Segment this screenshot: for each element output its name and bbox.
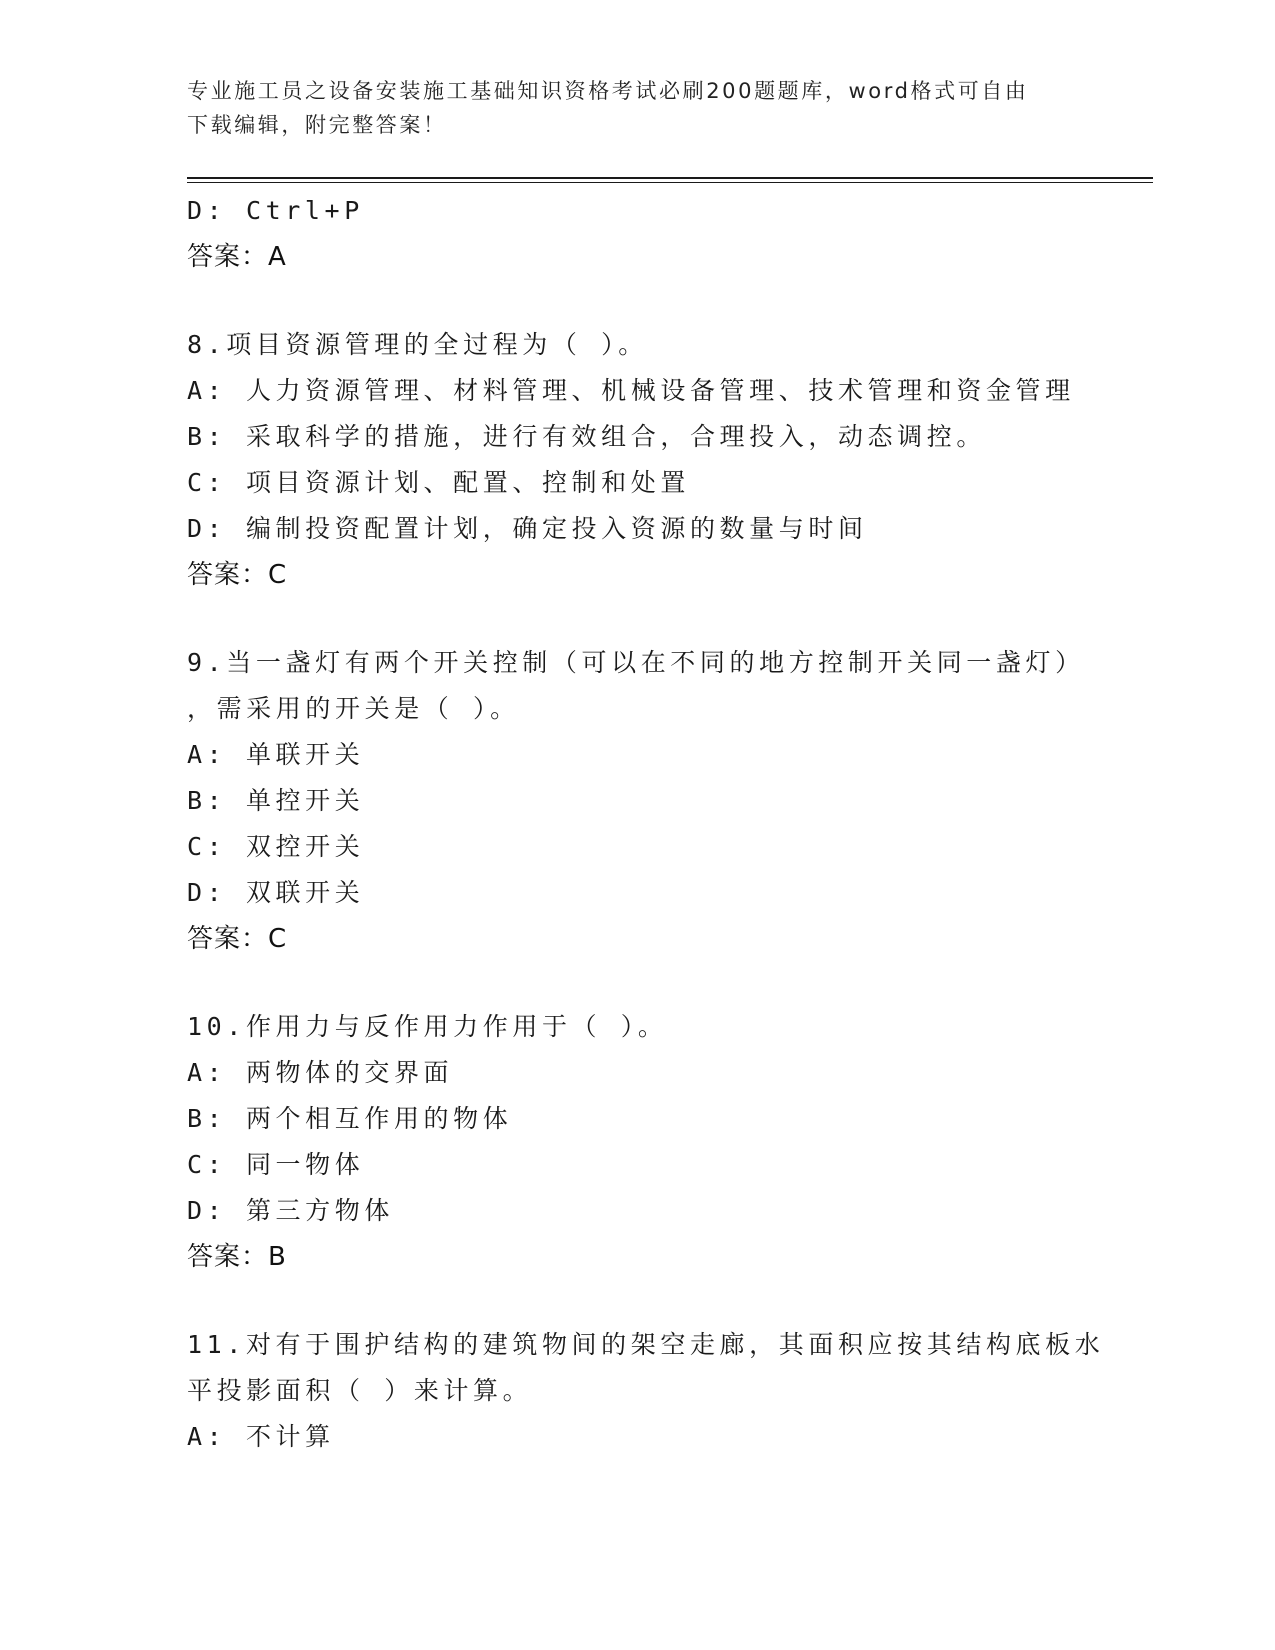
option-b: B: 两个相互作用的物体	[187, 1104, 513, 1133]
question-stem-continued: ，需采用的开关是（ ）。	[187, 694, 520, 723]
option-c: C: 项目资源计划、配置、控制和处置	[187, 468, 690, 497]
question-stem: 11.对有于围护结构的建筑物间的架空走廊，其面积应按其结构底板水	[187, 1330, 1105, 1359]
spacer	[187, 1280, 1087, 1322]
question-block	[187, 322, 1087, 598]
question-block	[187, 640, 1087, 962]
question-block	[187, 1322, 1105, 1460]
header-rule-thin	[187, 182, 1153, 183]
answer: 答案：C	[187, 560, 288, 590]
option-a: A: 单联开关	[187, 740, 365, 769]
option-d: D: 编制投资配置计划，确定投入资源的数量与时间	[187, 514, 868, 543]
header-line-2: 下载编辑，附完整答案！	[187, 113, 447, 137]
question-stem: 9.当一盏灯有两个开关控制（可以在不同的地方控制开关同一盏灯）	[187, 648, 1085, 677]
option-c: C: 双控开关	[187, 832, 365, 861]
option-d: D: 双联开关	[187, 878, 365, 907]
option-a: A: 人力资源管理、材料管理、机械设备管理、技术管理和资金管理	[187, 376, 1075, 405]
answer: 答案：C	[187, 924, 288, 954]
spacer	[187, 962, 1087, 1004]
option-a: A: 不计算	[187, 1422, 335, 1451]
option-b: B: 采取科学的措施，进行有效组合，合理投入，动态调控。	[187, 422, 986, 451]
header-rule-thick	[187, 177, 1153, 179]
prev-answer: 答案：A	[187, 242, 287, 272]
header-line-1: 专业施工员之设备安装施工基础知识资格考试必刷200题题库，word格式可自由	[187, 79, 1029, 103]
question-stem: 10.作用力与反作用力作用于（ ）。	[187, 1012, 668, 1041]
prev-option-d: D: Ctrl+P	[187, 196, 364, 225]
option-d: D: 第三方物体	[187, 1196, 394, 1225]
question-stem: 8.项目资源管理的全过程为（ ）。	[187, 330, 648, 359]
question-list	[187, 188, 1105, 1460]
option-b: B: 单控开关	[187, 786, 365, 815]
document-header	[187, 74, 1087, 142]
question-stem-continued: 平投影面积（ ）来计算。	[187, 1376, 533, 1405]
question-block	[187, 1004, 1087, 1280]
spacer	[187, 280, 1087, 322]
option-c: C: 同一物体	[187, 1150, 365, 1179]
answer: 答案：B	[187, 1242, 287, 1272]
spacer	[187, 598, 1087, 640]
option-a: A: 两物体的交界面	[187, 1058, 454, 1087]
